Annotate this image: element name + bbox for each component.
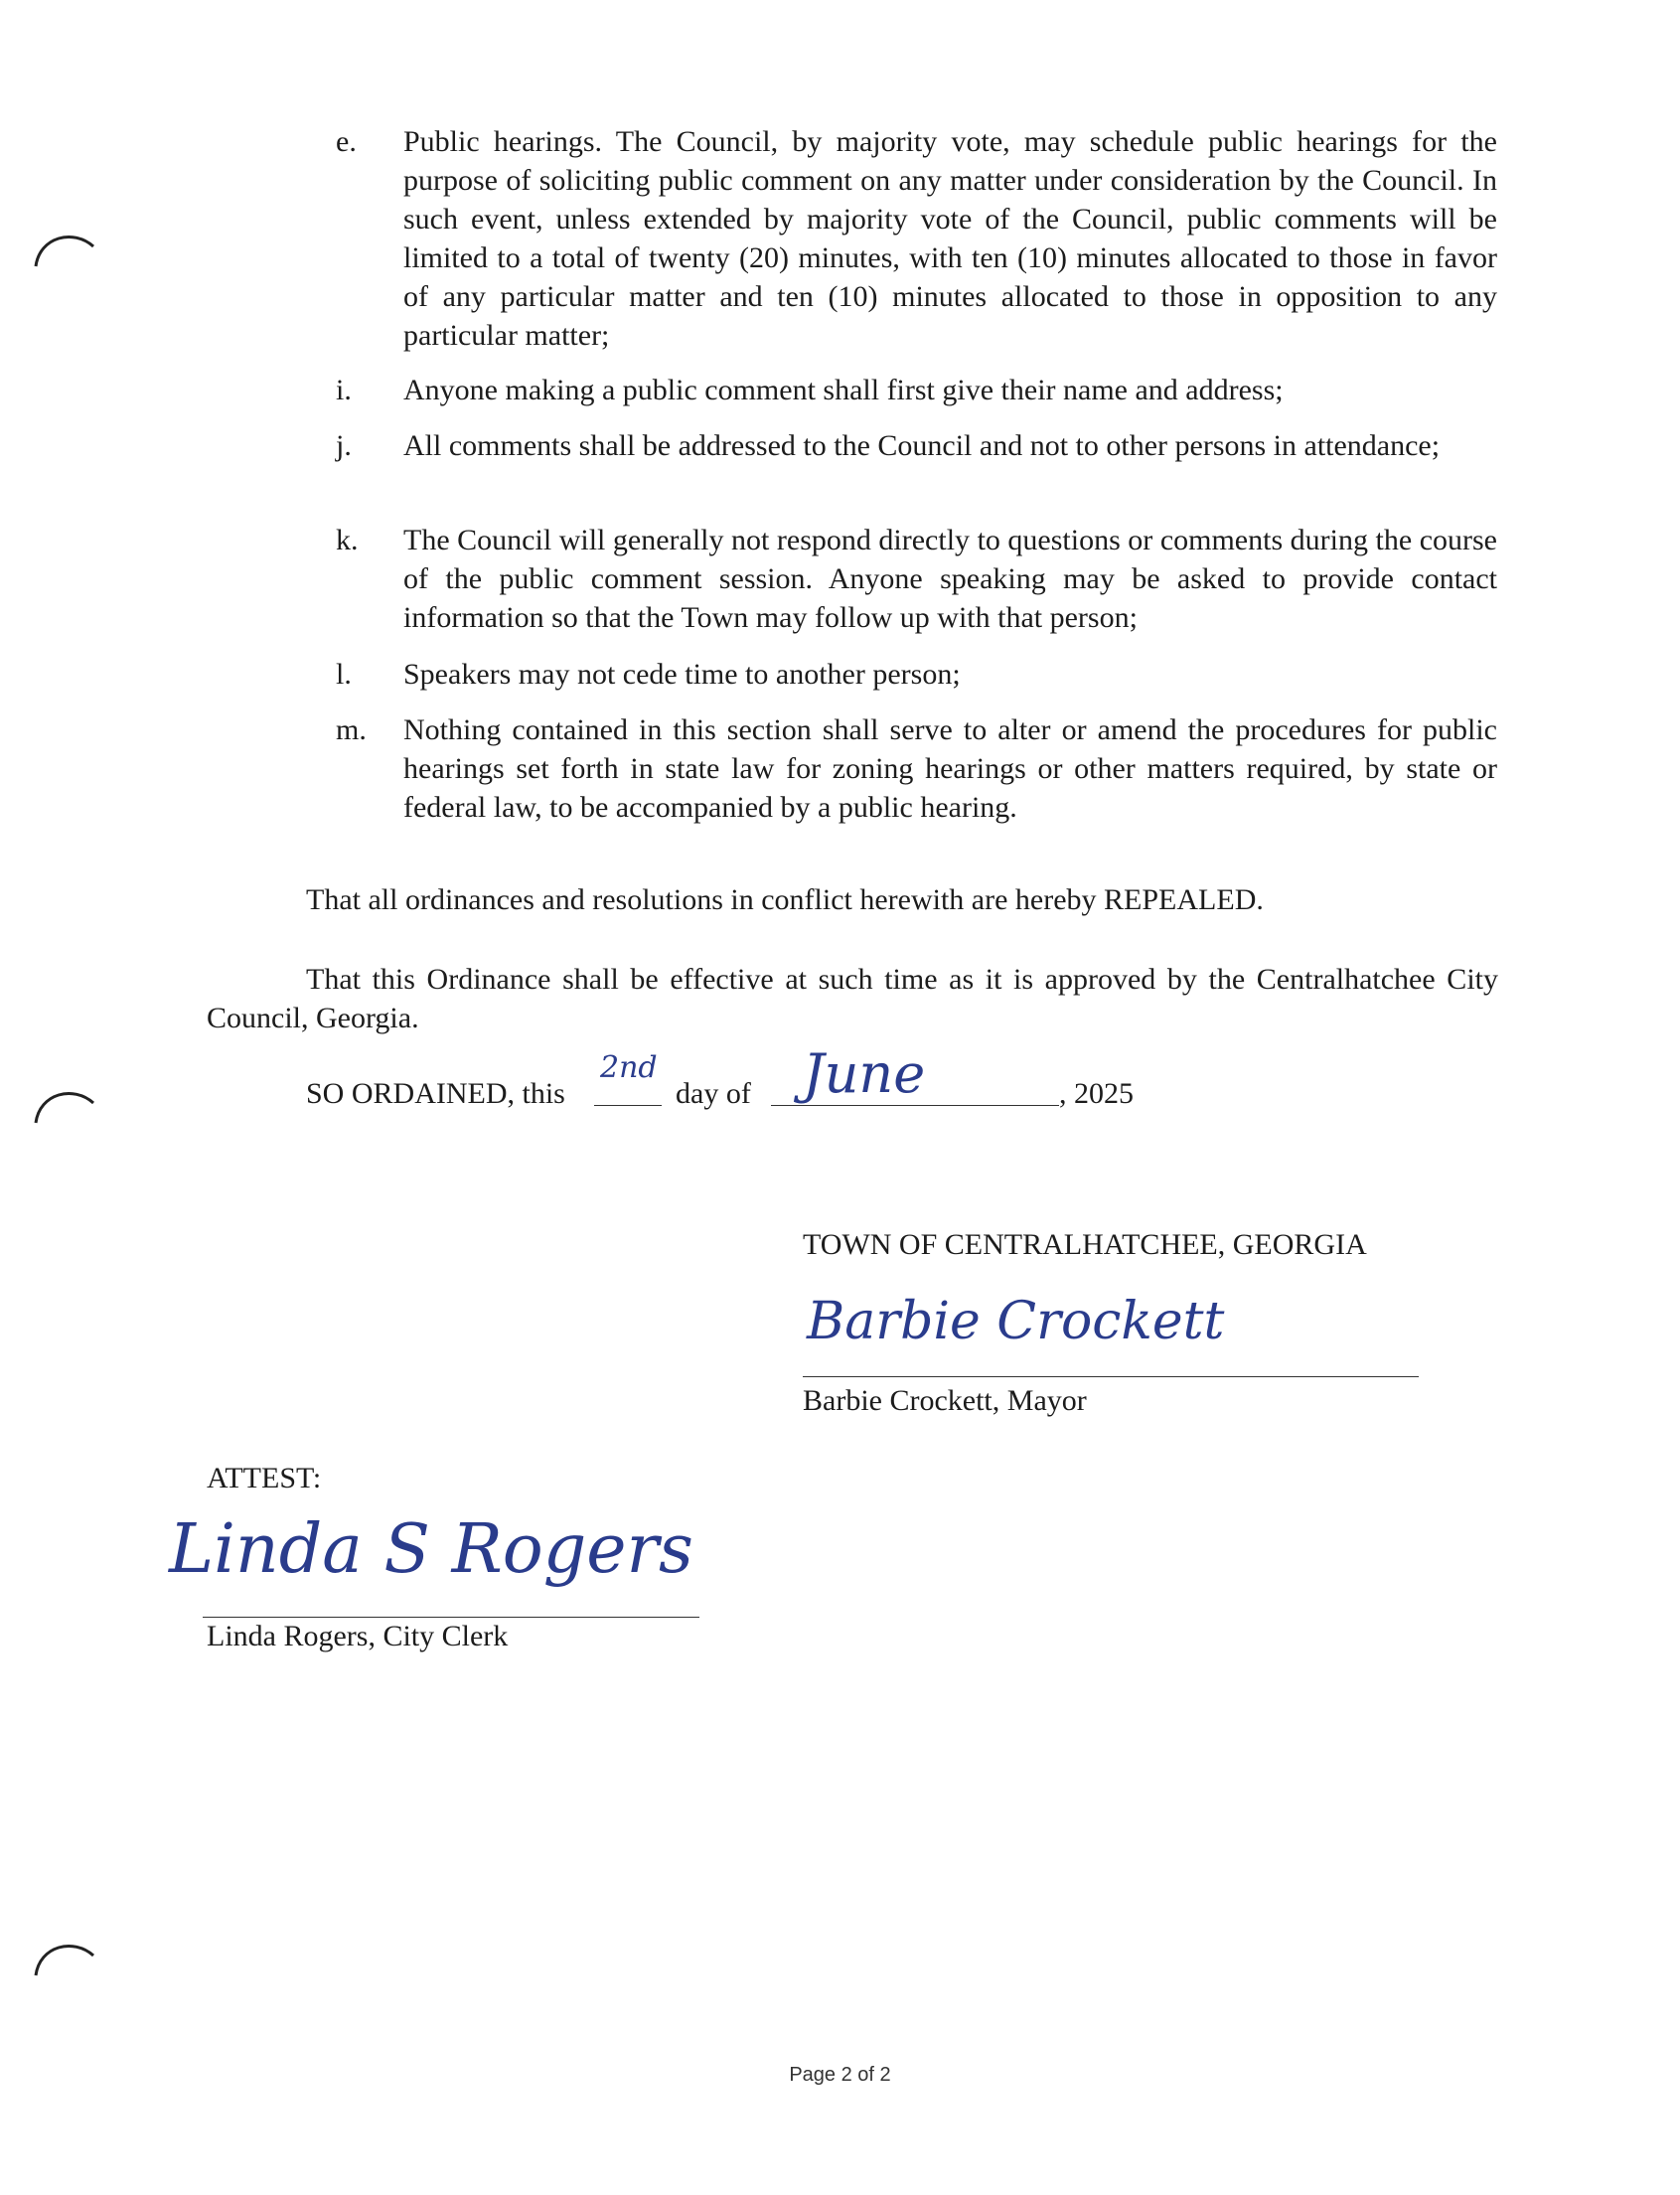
month-blank-line (771, 1105, 1059, 1106)
attest-label: ATTEST: (207, 1462, 322, 1494)
day-blank-line (594, 1105, 662, 1106)
list-item-text: The Council will generally not respond directly to questions or comments during the course of the public comment session. Anyone speaking may be asked to provide contact information so that the Town may follow up with that person; (403, 524, 1497, 634)
list-item-text: All comments shall be addressed to the Council and not to other persons in attendance; (403, 429, 1441, 462)
list-marker: k. (336, 524, 359, 556)
list-marker: m. (336, 713, 367, 746)
list-item-text: Public hearings. The Council, by majority vote, may schedule public hearings for the purpose of soliciting public comment on any matter under consideration by the Council. In such event, unless extended by majority vote of the Council, public comments will be limited to a total of twenty (20) minutes, with ten (10) minutes allocated to those in favor of any particular matter and ten (10) minutes allocated to those in opposition to any particular matter; (403, 125, 1497, 352)
mayor-name: Barbie Crockett, Mayor (803, 1384, 1087, 1417)
ordained-line (306, 1042, 1200, 1134)
list-marker: l. (336, 658, 352, 691)
punch-hole-top (28, 223, 99, 268)
town-heading: TOWN OF CENTRALHATCHEE, GEORGIA (803, 1228, 1367, 1261)
repeal-clause: That all ordinances and resolutions in conflict herewith are hereby REPEALED. (306, 883, 1264, 916)
list-marker: i. (336, 374, 352, 406)
mayor-signature: Barbie Crockett (807, 1292, 1225, 1351)
list-item-text: Anyone making a public comment shall first give their name and address; (403, 374, 1284, 406)
day-handwritten: 2nd (600, 1050, 658, 1085)
mayor-signature-line (803, 1376, 1419, 1377)
ordained-suffix: , 2025 (1059, 1077, 1134, 1110)
punch-hole-bottom (28, 1932, 99, 1977)
month-handwritten: June (803, 1042, 926, 1105)
list-item-text: Speakers may not cede time to another person; (403, 658, 961, 691)
clerk-signature: Linda S Rogers (169, 1510, 693, 1589)
effective-clause: That this Ordinance shall be effective at such time as it is approved by the Centralhatchee City Council, Georgia. (207, 963, 1498, 1034)
page-number: Page 2 of 2 (789, 2064, 891, 2086)
list-marker: j. (336, 429, 352, 462)
list-item-text: Nothing contained in this section shall serve to alter or amend the procedures for public hearings set forth in state law for zoning hearings or other matters required, by state or federal law, to be accompanied by a public hearing. (403, 713, 1497, 824)
punch-hole-middle (28, 1079, 99, 1125)
clerk-name: Linda Rogers, City Clerk (207, 1620, 509, 1652)
ordained-mid: day of (676, 1077, 751, 1110)
ordained-prefix: SO ORDAINED, this (306, 1077, 565, 1110)
list-marker: e. (336, 125, 357, 158)
